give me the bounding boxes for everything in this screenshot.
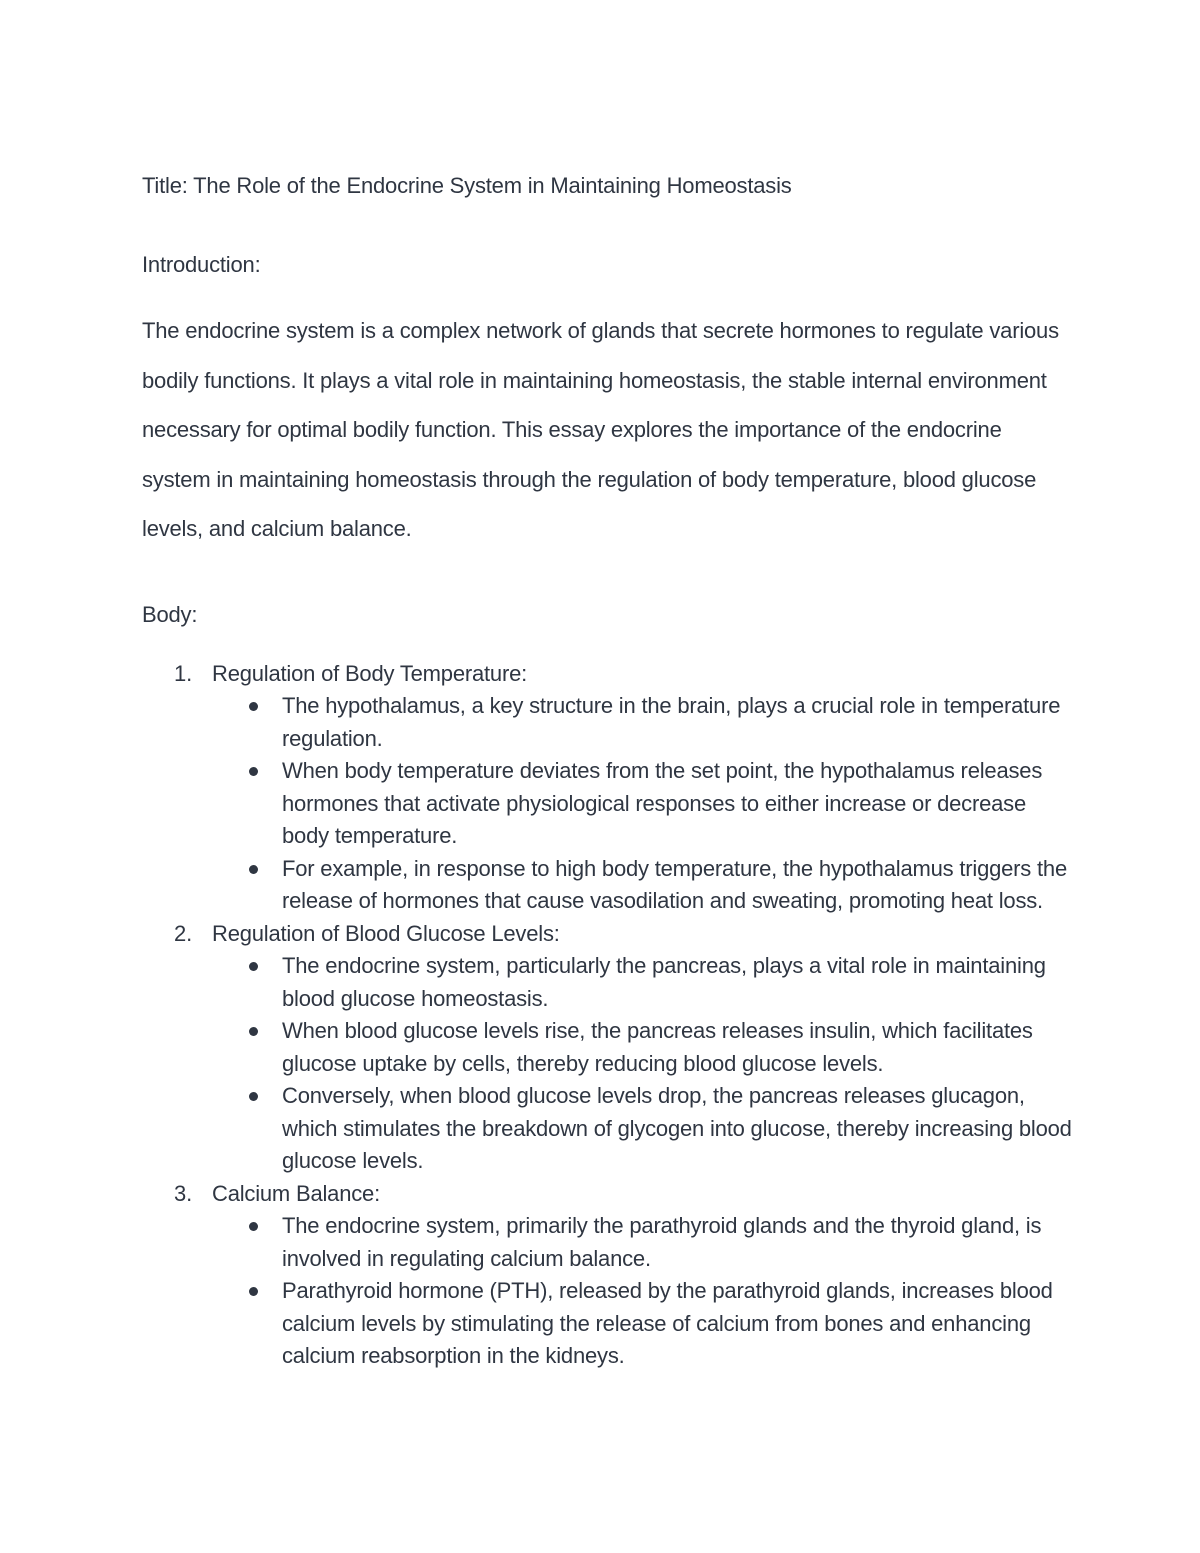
body-heading: Body: [142, 601, 198, 627]
introduction-heading: Introduction: [142, 252, 261, 277]
bullet-icon [249, 962, 258, 971]
bullet-icon [249, 702, 258, 711]
bullet-list [212, 1210, 1072, 1373]
list-item-heading [174, 918, 1072, 951]
list-item-number: 2. [174, 920, 192, 946]
bullet-text: Parathyroid hormone (PTH), released by the parathyroid glands, increases blood calcium levels by stimulating the release of calcium from bones and enhancing calcium reabsorption in the kidneys. [282, 1278, 1053, 1369]
document-content [142, 166, 1072, 1373]
body-numbered-list [142, 658, 1072, 1373]
bullet-text: The endocrine system, particularly the pancreas, plays a vital role in maintaining blood glucose homeostasis. [282, 953, 1046, 1011]
bullet-icon [249, 1092, 258, 1101]
list-item-heading-text: Regulation of Blood Glucose Levels: [212, 920, 560, 946]
list-item-heading-text: Regulation of Body Temperature: [212, 660, 528, 686]
list-item-heading [174, 658, 1072, 691]
bullet-item [282, 1015, 1072, 1080]
bullet-item [282, 690, 1072, 755]
list-item-heading-text: Calcium Balance: [212, 1180, 380, 1206]
bullet-item [282, 1210, 1072, 1275]
bullet-icon [249, 1027, 258, 1036]
bullet-list [212, 950, 1072, 1178]
bullet-item [282, 950, 1072, 1015]
document-title: Title: The Role of the Endocrine System in Maintaining Homeostasis [142, 173, 792, 198]
bullet-text: When blood glucose levels rise, the pancreas releases insulin, which facilitates glucose uptake by cells, thereby reducing blood glucose levels. [282, 1018, 1033, 1076]
list-item [142, 658, 1072, 918]
bullet-item [282, 755, 1072, 853]
list-item-heading [174, 1178, 1072, 1211]
bullet-icon [249, 1222, 258, 1231]
list-item-number: 3. [174, 1180, 192, 1206]
bullet-icon [249, 767, 258, 776]
bullet-text: Conversely, when blood glucose levels drop, the pancreas releases glucagon, which stimulates the breakdown of glycogen into glucose, thereby increasing blood glucose levels. [282, 1083, 1072, 1174]
list-item [142, 918, 1072, 1178]
bullet-item [282, 1275, 1072, 1373]
bullet-text: When body temperature deviates from the set point, the hypothalamus releases hormones that activate physiological responses to either increase or decrease body temperature. [282, 758, 1043, 849]
list-item [142, 1178, 1072, 1373]
bullet-icon [249, 1287, 258, 1296]
list-item-number: 1. [174, 660, 192, 686]
bullet-text: The hypothalamus, a key structure in the brain, plays a crucial role in temperature regulation. [282, 693, 1061, 751]
bullet-list [212, 690, 1072, 918]
bullet-text: The endocrine system, primarily the parathyroid glands and the thyroid gland, is involved in regulating calcium balance. [282, 1213, 1042, 1271]
bullet-item [282, 853, 1072, 918]
bullet-text: For example, in response to high body temperature, the hypothalamus triggers the release of hormones that cause vasodilation and sweating, promoting heat loss. [282, 855, 1068, 914]
bullet-item [282, 1080, 1072, 1178]
introduction-paragraph: The endocrine system is a complex network of glands that secrete hormones to regulate various bodily functions. It plays a vital role in maintaining homeostasis, the stable internal environment necessary for optimal bodily function. This essay explores the importance of the endocrine system in maintaining homeostasis through the regulation of body temperature, blood glucose levels, and calcium balance. [142, 318, 1059, 542]
bullet-icon [249, 865, 258, 874]
